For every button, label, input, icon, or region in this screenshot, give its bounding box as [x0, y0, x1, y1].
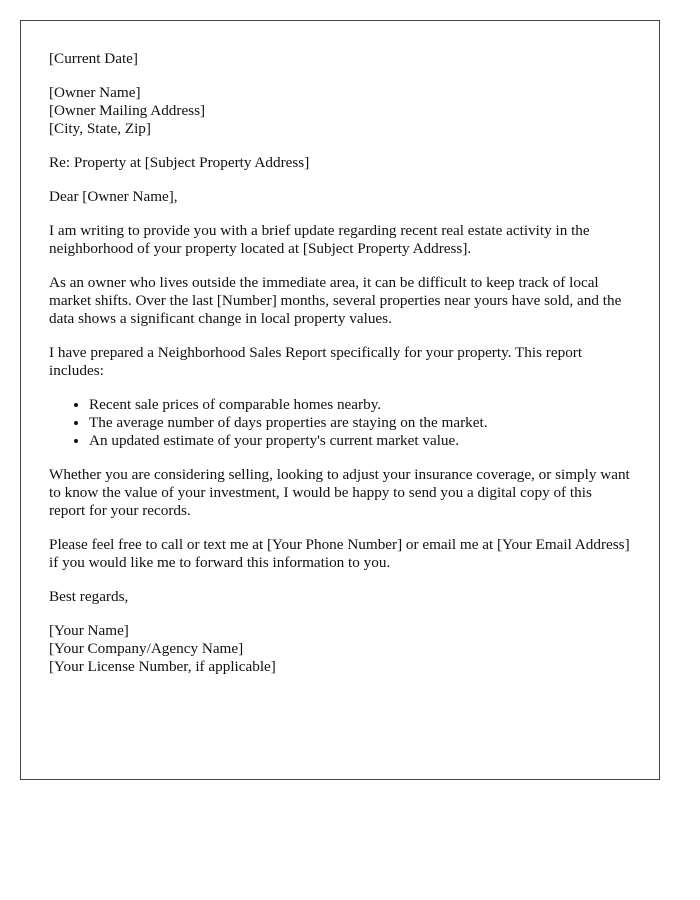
body-paragraph-market: As an owner who lives outside the immediate area, it can be difficult to keep track of local market shifts. Over the last [Number] months, several properties near yours have sold, and the data shows a significant change in local property values.	[49, 274, 622, 327]
letter-page	[20, 20, 660, 780]
report-includes-list	[49, 396, 631, 450]
salutation: Dear [Owner Name],	[49, 188, 178, 205]
recipient-address-block	[49, 84, 631, 138]
signature-block	[49, 622, 631, 676]
signature-company: [Your Company/Agency Name]	[49, 640, 244, 657]
letter-date: [Current Date]	[49, 50, 138, 67]
signature-license: [Your License Number, if applicable]	[49, 658, 276, 675]
list-item: • The average number of days properties are staying on the market.	[89, 414, 631, 432]
body-paragraph-contact: Please feel free to call or text me at [Your Phone Number] or email me at [Your Email Address] if you would like me to forward this information to you.	[49, 536, 630, 571]
body-paragraph-report: I have prepared a Neighborhood Sales Report specifically for your property. This report includes:	[49, 344, 583, 379]
body-paragraph-intro: I am writing to provide you with a brief update regarding recent real estate activity in the neighborhood of your property located at [Subject Property Address].	[49, 222, 590, 257]
subject-line: Re: Property at [Subject Property Address]	[49, 154, 310, 171]
body-paragraph-offer: Whether you are considering selling, looking to adjust your insurance coverage, or simply want to know the value of your investment, I would be happy to send you a digital copy of this report for your records.	[49, 466, 630, 519]
signature-name: [Your Name]	[49, 622, 129, 639]
sign-off: Best regards,	[49, 588, 129, 605]
list-item: • An updated estimate of your property's current market value.	[89, 432, 631, 450]
recipient-city-state-zip: [City, State, Zip]	[49, 120, 151, 137]
recipient-name: [Owner Name]	[49, 84, 141, 101]
recipient-mailing-address: [Owner Mailing Address]	[49, 102, 206, 119]
list-item: • Recent sale prices of comparable homes nearby.	[89, 396, 631, 414]
